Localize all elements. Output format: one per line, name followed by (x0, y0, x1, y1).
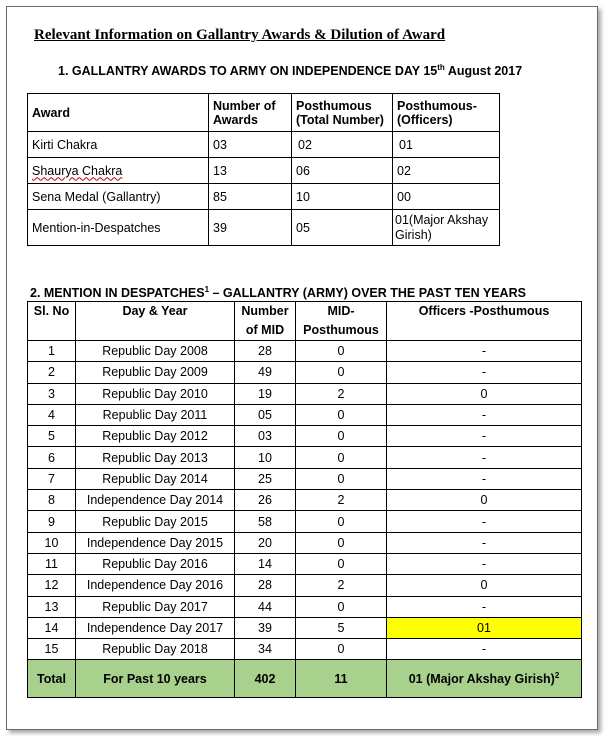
table-cell: 14 (235, 553, 296, 574)
table-cell: 28 (235, 341, 296, 362)
table-cell: 13 (209, 158, 292, 184)
table-row (28, 426, 582, 447)
table-cell: 1 (28, 341, 76, 362)
table-cell: - (387, 404, 582, 425)
table-cell: 39 (209, 210, 292, 246)
table-row (28, 184, 500, 210)
table-cell: 0 (387, 383, 582, 404)
table-cell: 01 (393, 132, 500, 158)
table-cell: Republic Day 2015 (76, 511, 235, 532)
table-row (28, 383, 582, 404)
table-cell: 58 (235, 511, 296, 532)
column-header: MID-Posthumous (296, 302, 387, 341)
table-row (28, 511, 582, 532)
table-cell: Independence Day 2015 (76, 532, 235, 553)
table-row (28, 158, 500, 184)
table-row (28, 490, 582, 511)
mid-table (27, 301, 582, 698)
table-cell: Mention-in-Despatches (28, 210, 209, 246)
table-cell: - (387, 532, 582, 553)
table-cell: 0 (296, 639, 387, 660)
table-cell: 13 (28, 596, 76, 617)
table-cell: 5 (28, 426, 76, 447)
table-cell: 0 (296, 341, 387, 362)
table-cell: - (387, 511, 582, 532)
table-header-row (28, 94, 500, 132)
table-cell: 11 (28, 553, 76, 574)
section1-heading-pre: 1. GALLANTRY AWARDS TO ARMY ON INDEPENDENCE DAY 15 (58, 64, 438, 78)
table-cell: Republic Day 2017 (76, 596, 235, 617)
section2-heading-post: – GALLANTRY (ARMY) OVER THE PAST TEN YEARS (209, 286, 526, 300)
table-cell: 01 (387, 617, 582, 638)
table-cell: 5 (296, 617, 387, 638)
table-cell: - (387, 468, 582, 489)
table-row (28, 341, 582, 362)
table-cell: Republic Day 2012 (76, 426, 235, 447)
table-cell: 85 (209, 184, 292, 210)
table-cell: 8 (28, 490, 76, 511)
table-cell: 05 (292, 210, 393, 246)
table-cell: 03 (235, 426, 296, 447)
table-cell: 0 (387, 575, 582, 596)
table-row (28, 447, 582, 468)
table-cell: 02 (393, 158, 500, 184)
table-cell: 49 (235, 362, 296, 383)
table-cell: Kirti Chakra (28, 132, 209, 158)
table-cell: - (387, 553, 582, 574)
table-cell: 10 (292, 184, 393, 210)
total-period: For Past 10 years (76, 660, 235, 698)
mid-table-body (28, 341, 582, 660)
table-cell: 0 (296, 596, 387, 617)
table-cell: 0 (296, 404, 387, 425)
total-row (28, 660, 582, 698)
table-cell: 0 (296, 426, 387, 447)
table-cell: 02 (292, 132, 393, 158)
table-cell: 0 (296, 511, 387, 532)
table-cell: Independence Day 2016 (76, 575, 235, 596)
column-header: Posthumous- (Officers) (393, 94, 500, 132)
table-cell: 3 (28, 383, 76, 404)
table-cell: 6 (28, 447, 76, 468)
table-cell: Republic Day 2013 (76, 447, 235, 468)
table-cell: 2 (296, 575, 387, 596)
table-row (28, 617, 582, 638)
table-row (28, 132, 500, 158)
table-cell: 34 (235, 639, 296, 660)
table-cell: 0 (296, 532, 387, 553)
table-cell: Republic Day 2011 (76, 404, 235, 425)
section1-heading (58, 64, 522, 78)
total-officers (387, 660, 582, 698)
table-row (28, 468, 582, 489)
table-cell: 2 (296, 383, 387, 404)
table-row (28, 210, 500, 246)
table-cell: Independence Day 2014 (76, 490, 235, 511)
table-cell: 7 (28, 468, 76, 489)
gallantry-awards-table (27, 93, 500, 246)
table-cell: 20 (235, 532, 296, 553)
table-cell: Republic Day 2008 (76, 341, 235, 362)
table-cell: 14 (28, 617, 76, 638)
table-cell: - (387, 639, 582, 660)
column-header: Day & Year (76, 302, 235, 341)
table-cell: - (387, 341, 582, 362)
table-cell: Shaurya Chakra (28, 158, 209, 184)
total-mid: 402 (235, 660, 296, 698)
table-cell: Republic Day 2010 (76, 383, 235, 404)
table-row (28, 553, 582, 574)
column-header: Number of Awards (209, 94, 292, 132)
table-cell: 0 (296, 362, 387, 383)
table-cell: Republic Day 2014 (76, 468, 235, 489)
table-cell: - (387, 596, 582, 617)
table-cell: Republic Day 2016 (76, 553, 235, 574)
table-cell: 26 (235, 490, 296, 511)
section1-heading-post: August 2017 (444, 64, 523, 78)
table-cell: 12 (28, 575, 76, 596)
table-cell: 9 (28, 511, 76, 532)
table-cell: - (387, 447, 582, 468)
table-cell: - (387, 426, 582, 447)
table-cell: 0 (387, 490, 582, 511)
column-header: Officers -Posthumous (387, 302, 582, 341)
table-cell: 2 (28, 362, 76, 383)
table-cell: 19 (235, 383, 296, 404)
table-cell: 05 (235, 404, 296, 425)
table-cell: 06 (292, 158, 393, 184)
table-row (28, 362, 582, 383)
column-header: Award (28, 94, 209, 132)
table-row (28, 596, 582, 617)
table-cell: 00 (393, 184, 500, 210)
table-header-row (28, 302, 582, 341)
table-cell: 39 (235, 617, 296, 638)
table-cell: Republic Day 2018 (76, 639, 235, 660)
table-cell: Independence Day 2017 (76, 617, 235, 638)
total-officers-text: 01 (Major Akshay Girish) (408, 671, 555, 686)
table-cell: 44 (235, 596, 296, 617)
total-label: Total (28, 660, 76, 698)
table-cell: - (387, 362, 582, 383)
table-cell: 0 (296, 553, 387, 574)
section2-heading (30, 286, 526, 300)
table-cell: 2 (296, 490, 387, 511)
table-row (28, 404, 582, 425)
table-row (28, 575, 582, 596)
table-cell: Republic Day 2009 (76, 362, 235, 383)
total-posthumous: 11 (296, 660, 387, 698)
table-cell: 10 (235, 447, 296, 468)
table-cell: 0 (296, 447, 387, 468)
table-row (28, 639, 582, 660)
table-cell: 15 (28, 639, 76, 660)
table-cell: 01(Major Akshay Girish) (393, 210, 500, 246)
section2-heading-sup: 1 (204, 284, 210, 294)
column-header: Posthumous (Total Number) (292, 94, 393, 132)
table-cell: 03 (209, 132, 292, 158)
column-header: Number of MID (235, 302, 296, 341)
section1-heading-sup: th (437, 62, 445, 72)
table-cell: Sena Medal (Gallantry) (28, 184, 209, 210)
page-title: Relevant Information on Gallantry Awards & Dilution of Award (34, 27, 446, 43)
section2-heading-pre: 2. MENTION IN DESPATCHES (30, 286, 205, 300)
table-row (28, 532, 582, 553)
table-cell: 10 (28, 532, 76, 553)
table-cell: 4 (28, 404, 76, 425)
table-cell: 0 (296, 468, 387, 489)
column-header: Sl. No (28, 302, 76, 341)
table-cell: 28 (235, 575, 296, 596)
table-cell: 25 (235, 468, 296, 489)
total-officers-sup: 2 (554, 670, 560, 680)
